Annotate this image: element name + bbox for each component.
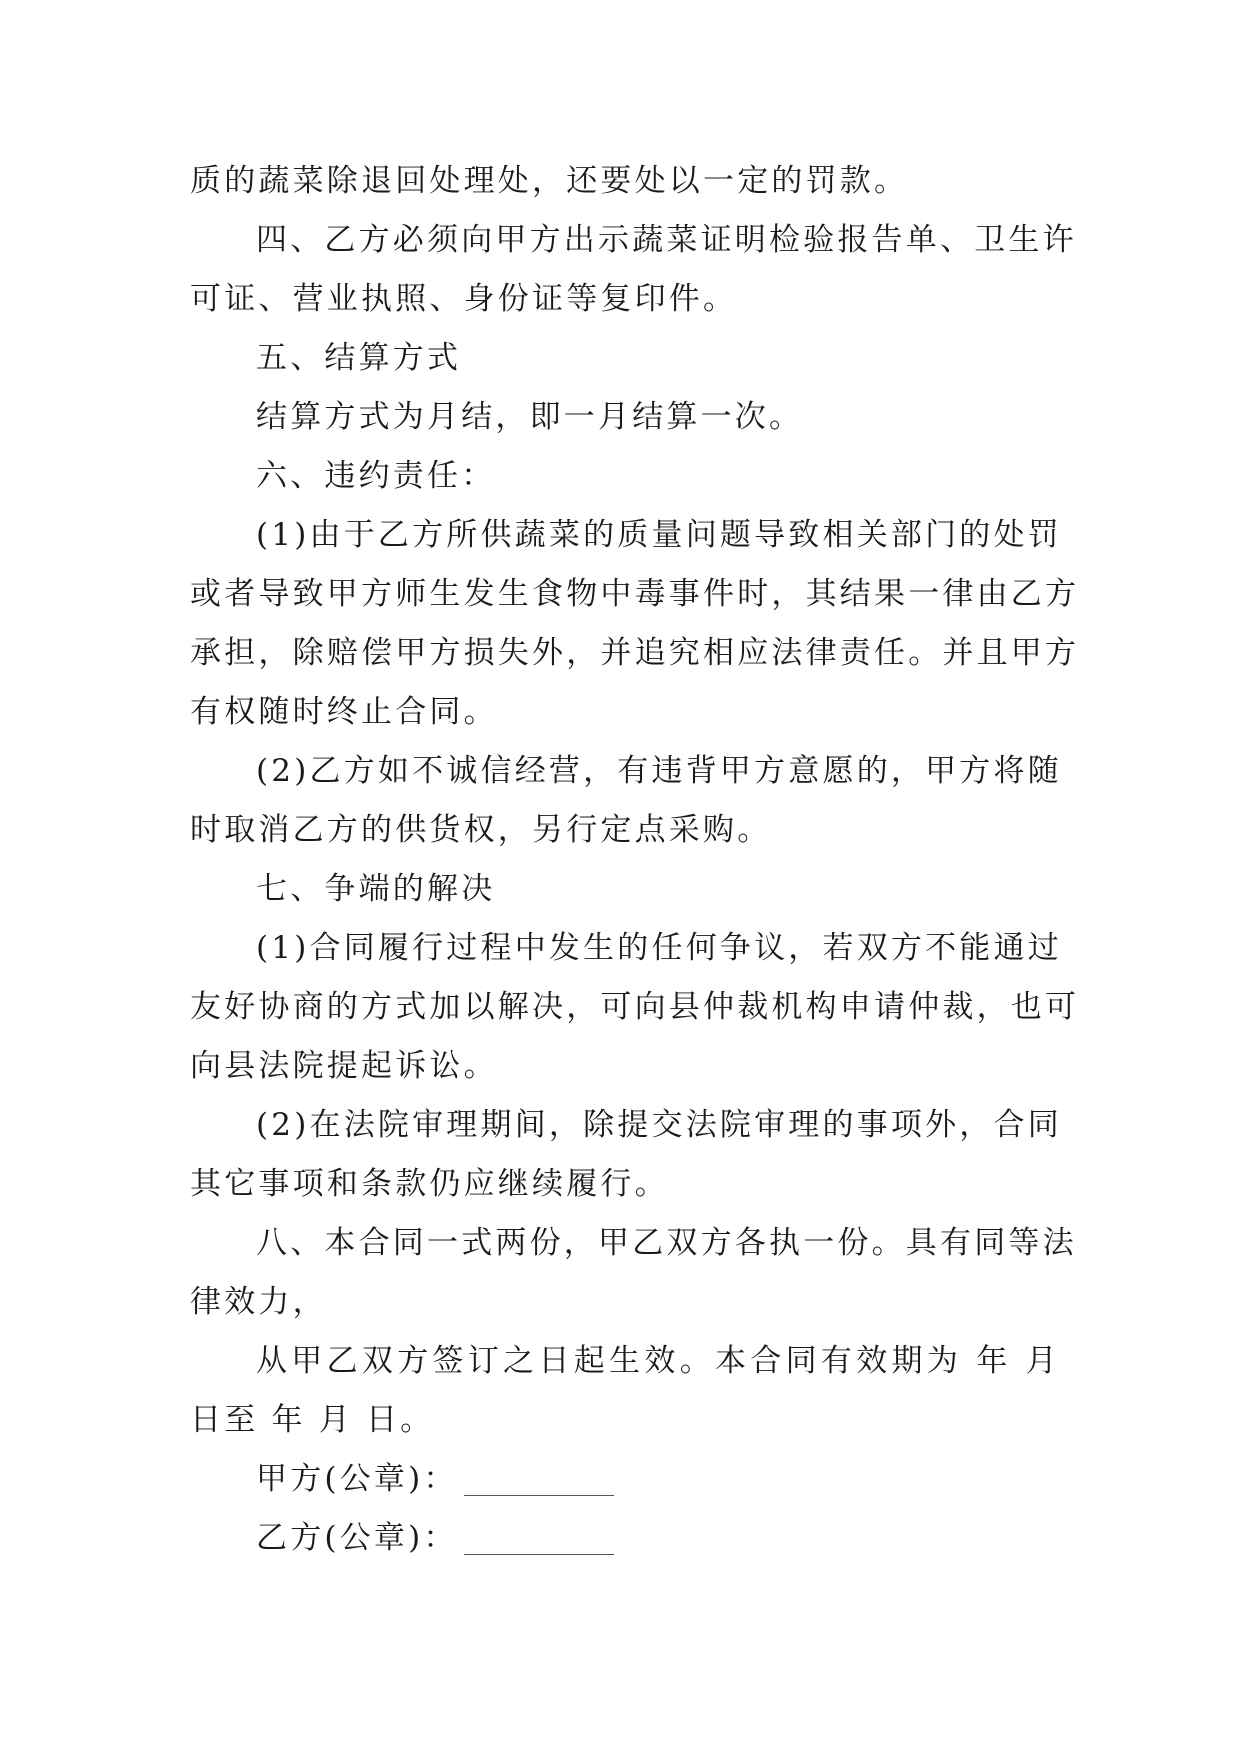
clause-6-item-1-line: (1)由于乙方所供蔬菜的质量问题导致相关部门的处罚 — [256, 517, 1062, 553]
contract-page — [190, 152, 1080, 1568]
clause-5-text: 结算方式为月结，即一月结算一次。 — [256, 399, 804, 435]
clause-4-line: 可证、营业执照、身份证等复印件。 — [190, 281, 738, 317]
validity-line: 日至 年 月 日。 — [190, 1402, 435, 1438]
clause-8-line: 律效力， — [190, 1284, 327, 1320]
clause-7-item-1-line: 向县法院提起诉讼。 — [190, 1048, 498, 1084]
clause-7-item-1-line: (1)合同履行过程中发生的任何争议，若双方不能通过 — [256, 930, 1062, 966]
party-a-signature-blank — [464, 1465, 614, 1496]
clause-7-item-2-line: (2)在法院审理期间，除提交法院审理的事项外，合同 — [256, 1107, 1062, 1143]
party-a-label: 甲方(公章)： — [256, 1461, 458, 1497]
clause-7-item-1-line: 友好协商的方式加以解决，可向县仲裁机构申请仲裁，也可 — [190, 989, 1080, 1025]
party-b-signature-blank — [464, 1524, 614, 1555]
party-a-signature — [190, 1450, 1060, 1509]
clause-7-item-2-line: 其它事项和条款仍应继续履行。 — [190, 1166, 669, 1202]
paragraph-line: 质的蔬菜除退回处理处，还要处以一定的罚款。 — [190, 163, 909, 199]
clause-4-line: 四、乙方必须向甲方出示蔬菜证明检验报告单、卫生许 — [256, 222, 1077, 258]
clause-6-item-1-line: 承担，除赔偿甲方损失外，并追究相应法律责任。并且甲方 — [190, 635, 1080, 671]
clause-6-item-2-line: 时取消乙方的供货权，另行定点采购。 — [190, 812, 772, 848]
clause-6-item-1-line: 或者导致甲方师生发生食物中毒事件时，其结果一律由乙方 — [190, 576, 1080, 612]
clause-5-heading: 五、结算方式 — [256, 340, 462, 376]
validity-line: 从甲乙双方签订之日起生效。本合同有效期为 年 月 — [256, 1343, 1060, 1379]
clause-6-item-1-line: 有权随时终止合同。 — [190, 694, 498, 730]
clause-6-item-2-line: (2)乙方如不诚信经营，有违背甲方意愿的，甲方将随 — [256, 753, 1062, 789]
clause-8-line: 八、本合同一式两份，甲乙双方各执一份。具有同等法 — [256, 1225, 1077, 1261]
party-b-label: 乙方(公章)： — [256, 1520, 458, 1556]
clause-6-heading: 六、违约责任： — [256, 458, 496, 494]
clause-7-heading: 七、争端的解决 — [256, 871, 496, 907]
party-b-signature — [190, 1509, 1060, 1568]
